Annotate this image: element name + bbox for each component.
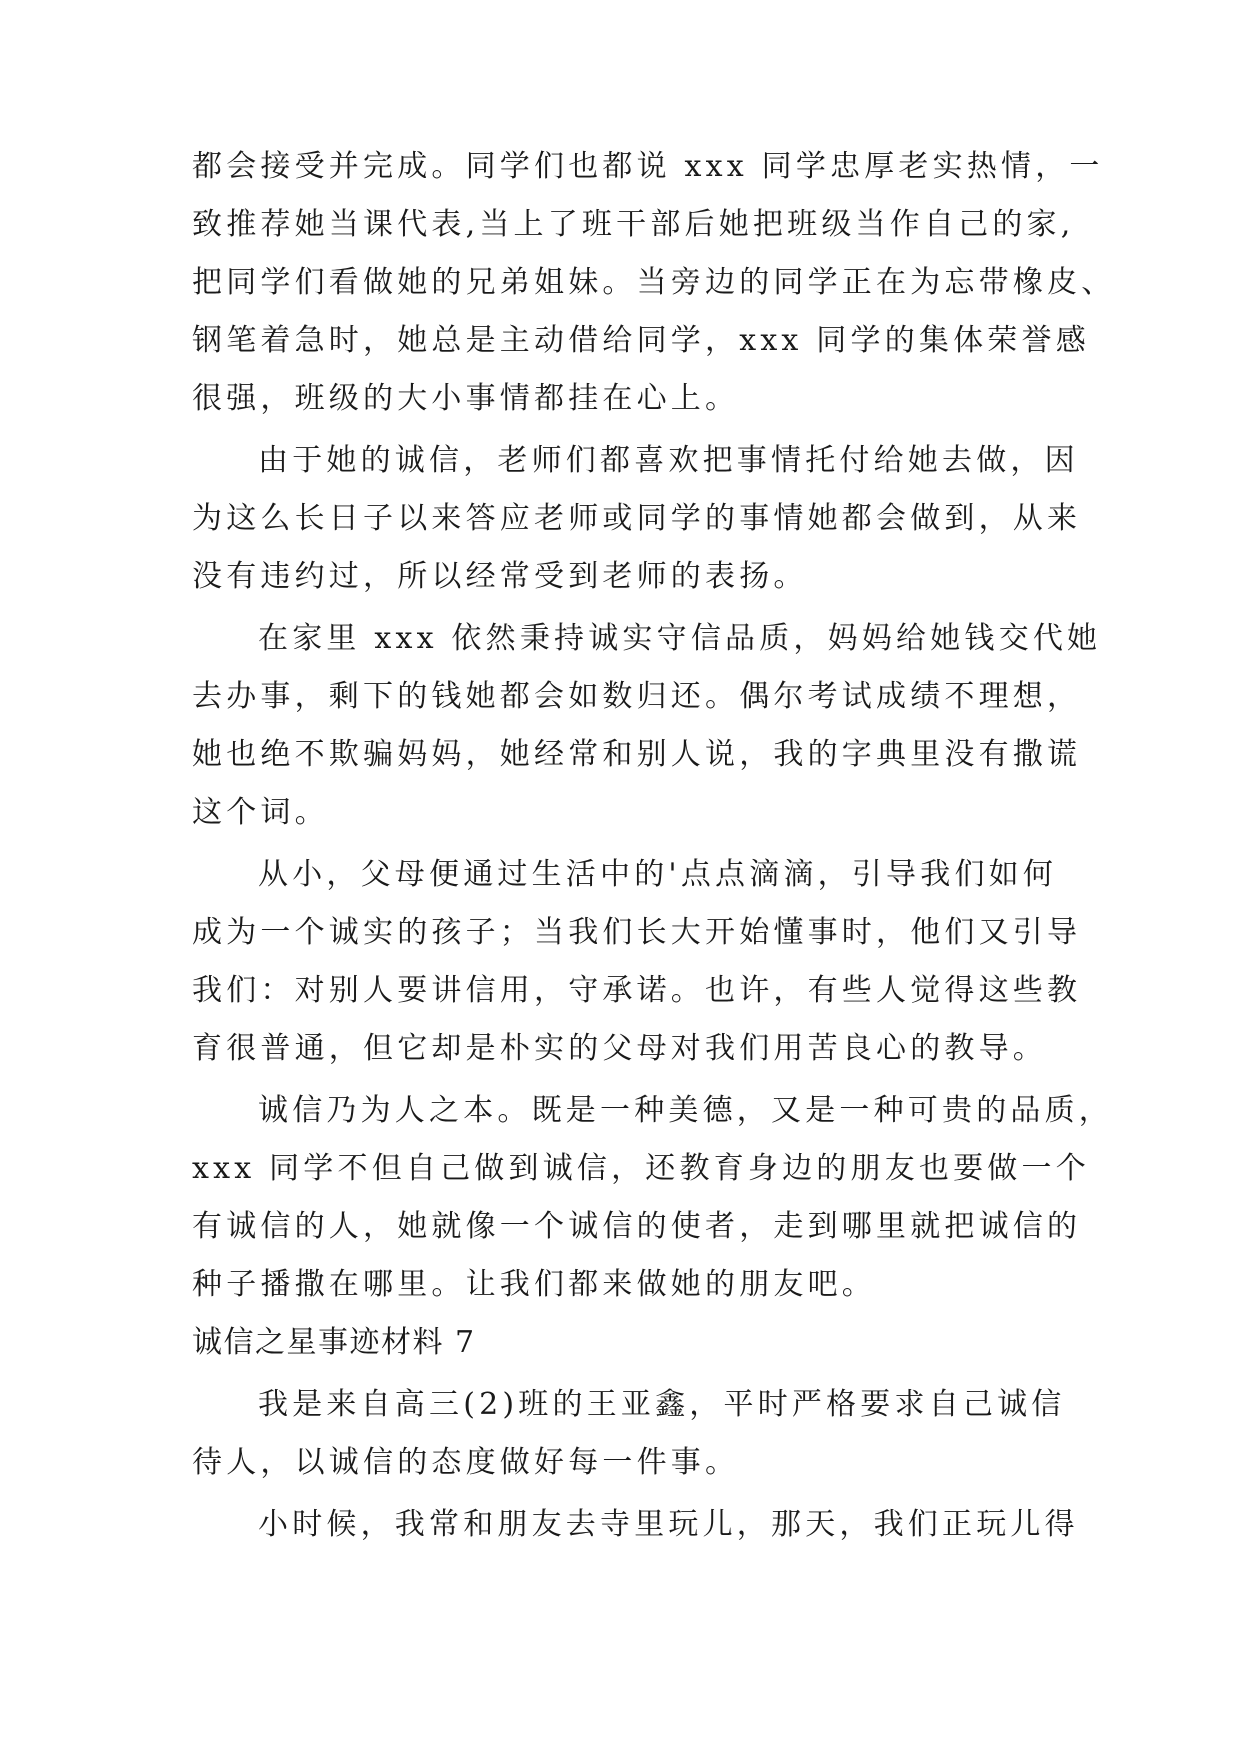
text-line: xxx 同学不但自己做到诚信，还教育身边的朋友也要做一个 — [192, 1151, 1090, 1186]
text-line: 钢笔着急时，她总是主动借给同学，xxx 同学的集体荣誉感 — [192, 323, 1090, 358]
text-line: 她也绝不欺骗妈妈，她经常和别人说，我的字典里没有撒谎 — [192, 737, 1082, 772]
text-line: 待人，以诚信的态度做好每一件事。 — [192, 1445, 740, 1480]
text-line: 成为一个诚实的孩子；当我们长大开始懂事时，他们又引导 — [192, 915, 1082, 950]
paragraph-first-line: 诚信乃为人之本。既是一种美德，又是一种可贵的品质， — [258, 1093, 1113, 1128]
text-line: 去办事，剩下的钱她都会如数归还。偶尔考试成绩不理想， — [192, 679, 1082, 714]
text-line: 这个词。 — [192, 795, 329, 830]
text-line: 育很普通，但它却是朴实的父母对我们用苦良心的教导。 — [192, 1031, 1047, 1066]
text-line: 没有违约过，所以经常受到老师的表扬。 — [192, 559, 808, 594]
text-line: 很强，班级的大小事情都挂在心上。 — [192, 381, 740, 416]
text-line: 有诚信的人，她就像一个诚信的使者，走到哪里就把诚信的 — [192, 1209, 1082, 1244]
paragraph-first-line: 在家里 xxx 依然秉持诚实守信品质，妈妈给她钱交代她 — [258, 621, 1102, 656]
paragraph-first-line: 由于她的诚信，老师们都喜欢把事情托付给她去做，因 — [258, 443, 1079, 478]
text-line: 为这么长日子以来答应老师或同学的事情她都会做到，从来 — [192, 501, 1082, 536]
paragraph-first-line: 小时候，我常和朋友去寺里玩儿，那天，我们正玩儿得 — [258, 1507, 1079, 1542]
section-heading: 诚信之星事迹材料 7 — [192, 1325, 476, 1360]
text-line: 把同学们看做她的兄弟姐妹。当旁边的同学正在为忘带橡皮、 — [192, 265, 1116, 300]
paragraph-first-line: 从小，父母便通过生活中的'点点滴滴，引导我们如何 — [258, 857, 1058, 892]
text-line: 致推荐她当课代表,当上了班干部后她把班级当作自己的家, — [192, 207, 1075, 242]
text-line: 种子播撒在哪里。让我们都来做她的朋友吧。 — [192, 1267, 876, 1302]
paragraph-first-line: 我是来自高三(2)班的王亚鑫，平时严格要求自己诚信 — [258, 1387, 1066, 1422]
text-line: 我们：对别人要讲信用，守承诺。也许，有些人觉得这些教 — [192, 973, 1082, 1008]
text-line: 都会接受并完成。同学们也都说 xxx 同学忠厚老实热情，一 — [192, 149, 1104, 184]
